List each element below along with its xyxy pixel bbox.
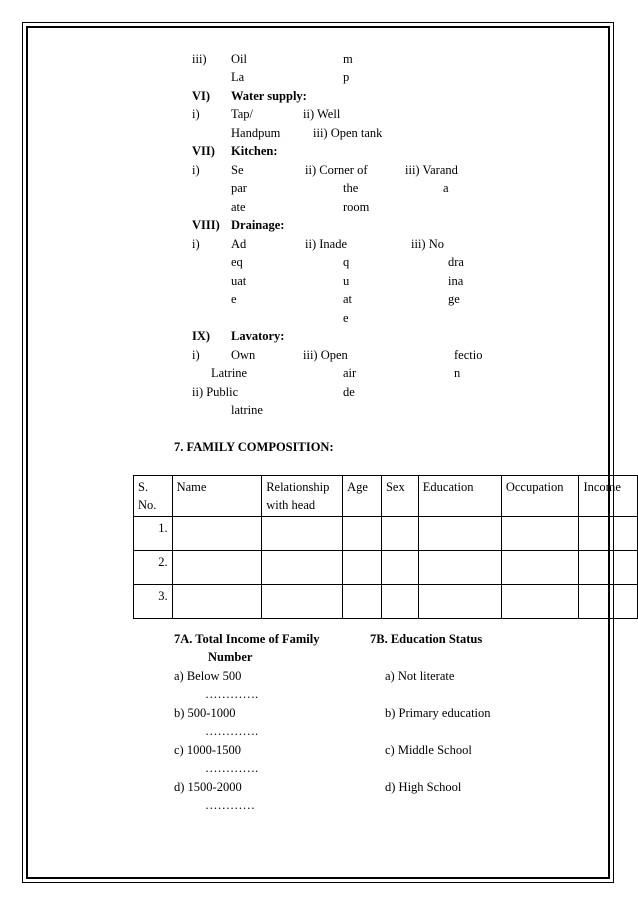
text-line: b) Primary education xyxy=(385,706,491,720)
table-row xyxy=(134,585,638,619)
text-line: iii) Open tank xyxy=(313,126,383,140)
header-sex: Sex xyxy=(381,476,418,517)
text-line: ate xyxy=(231,200,246,214)
text-line: …………. xyxy=(205,761,259,775)
cell-relationship xyxy=(262,517,343,551)
text-line: 7. FAMILY COMPOSITION: xyxy=(174,440,334,454)
text-line: Tap/ xyxy=(231,107,254,121)
text-line: e xyxy=(231,292,237,306)
header-sno: S. No. xyxy=(134,476,173,517)
cell-sno: 2. xyxy=(134,551,173,585)
text-line: de xyxy=(343,385,355,399)
text-line: ………… xyxy=(205,798,255,812)
text-line: fectio xyxy=(454,348,483,362)
text-line: i) xyxy=(192,163,200,177)
text-line: Drainage: xyxy=(231,218,285,232)
text-line: c) 1000-1500 xyxy=(174,743,241,757)
text-line: 7A. Total Income of Family xyxy=(174,632,320,646)
text-line: air xyxy=(343,366,357,380)
text-line: Ad xyxy=(231,237,247,251)
cell-sex xyxy=(381,551,418,585)
text-line: i) xyxy=(192,107,200,121)
header-relationship: Relationship with head xyxy=(262,476,343,517)
table-row xyxy=(134,551,638,585)
cell-sno: 1. xyxy=(134,517,173,551)
text-line: eq xyxy=(231,255,243,269)
text-line: ge xyxy=(448,292,460,306)
text-line: latrine xyxy=(231,403,263,417)
cell-education xyxy=(418,551,501,585)
text-line: a xyxy=(443,181,449,195)
text-line: Latrine xyxy=(211,366,248,380)
table-row xyxy=(134,517,638,551)
text-line: IX) xyxy=(192,329,211,343)
cell-income xyxy=(579,517,638,551)
cell-age xyxy=(343,517,382,551)
text-line: m xyxy=(343,52,353,66)
cell-income xyxy=(579,551,638,585)
text-line: …………. xyxy=(205,724,259,738)
text-line: La xyxy=(231,70,245,84)
text-line: …………. xyxy=(205,687,259,701)
text-line: a) Below 500 xyxy=(174,669,242,683)
text-line: d) 1500-2000 xyxy=(174,780,242,794)
cell-name xyxy=(172,551,262,585)
text-line: uat xyxy=(231,274,247,288)
cell-education xyxy=(418,517,501,551)
text-line: Oil xyxy=(231,52,247,66)
cell-relationship xyxy=(262,551,343,585)
family-composition-table xyxy=(133,475,638,619)
text-line: Own xyxy=(231,348,256,362)
text-line: ii) Well xyxy=(303,107,341,121)
text-line: 7B. Education Status xyxy=(370,632,483,646)
header-name: Name xyxy=(172,476,262,517)
header-occupation: Occupation xyxy=(501,476,579,517)
cell-age xyxy=(343,585,382,619)
cell-name xyxy=(172,585,262,619)
text-line: c) Middle School xyxy=(385,743,472,757)
text-line: Handpum xyxy=(231,126,281,140)
text-line: at xyxy=(343,292,353,306)
text-line: e xyxy=(343,311,349,325)
cell-sex xyxy=(381,585,418,619)
text-line: ii) Corner of xyxy=(305,163,368,177)
cell-income xyxy=(579,585,638,619)
header-education: Education xyxy=(418,476,501,517)
text-line: i) xyxy=(192,237,200,251)
text-line: d) High School xyxy=(385,780,462,794)
cell-sex xyxy=(381,517,418,551)
text-line: dra xyxy=(448,255,464,269)
text-line: Lavatory: xyxy=(231,329,285,343)
text-line: the xyxy=(343,181,359,195)
text-line: Se xyxy=(231,163,244,177)
text-line: room xyxy=(343,200,370,214)
text-line: i) xyxy=(192,348,200,362)
cell-relationship xyxy=(262,585,343,619)
text-line: ii) Public xyxy=(192,385,239,399)
text-line: Water supply: xyxy=(231,89,307,103)
text-line: ina xyxy=(448,274,464,288)
cell-age xyxy=(343,551,382,585)
text-line: q xyxy=(343,255,350,269)
cell-name xyxy=(172,517,262,551)
text-line: ii) Inade xyxy=(305,237,347,251)
text-line: p xyxy=(343,70,350,84)
cell-occupation xyxy=(501,517,579,551)
cell-occupation xyxy=(501,585,579,619)
text-line: Number xyxy=(208,650,253,664)
text-line: u xyxy=(343,274,350,288)
text-line: VII) xyxy=(192,144,215,158)
cell-sno: 3. xyxy=(134,585,173,619)
text-line: Kitchen: xyxy=(231,144,278,158)
table-header-row xyxy=(134,476,638,517)
text-line: iii) Varand xyxy=(405,163,458,177)
text-line: iii) xyxy=(192,52,207,66)
text-line: par xyxy=(231,181,247,195)
header-income: Income xyxy=(579,476,638,517)
text-line: VI) xyxy=(192,89,211,103)
text-line: iii) Open xyxy=(303,348,348,362)
text-line: VIII) xyxy=(192,218,220,232)
cell-education xyxy=(418,585,501,619)
text-line: b) 500-1000 xyxy=(174,706,236,720)
header-age: Age xyxy=(343,476,382,517)
text-line: n xyxy=(454,366,461,380)
text-line: iii) No xyxy=(411,237,444,251)
text-line: a) Not literate xyxy=(385,669,455,683)
cell-occupation xyxy=(501,551,579,585)
